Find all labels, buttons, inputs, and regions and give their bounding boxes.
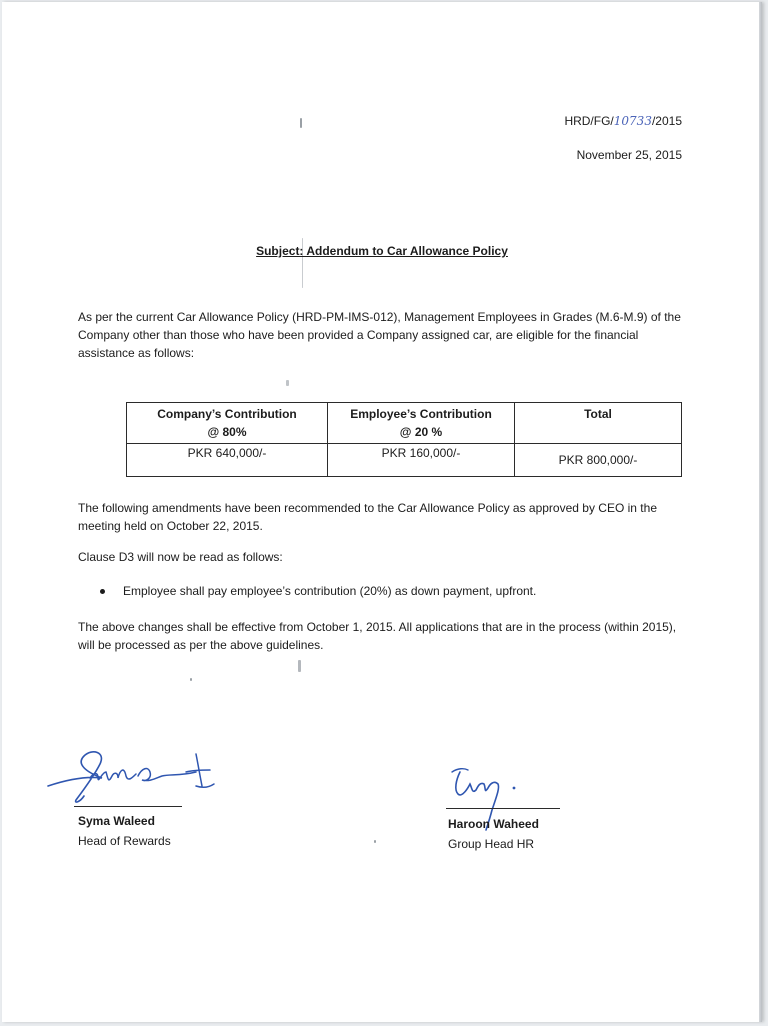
scan-edge <box>759 2 762 1022</box>
cell-company-amount: PKR 640,000/- <box>127 444 328 477</box>
contribution-table <box>126 402 682 477</box>
cell-total-amount: PKR 800,000/- <box>515 444 682 477</box>
effective-paragraph: The above changes shall be effective from October 1, 2015. All applications that are in the process (within 2015), will be processed as per the above guidelines. <box>78 620 677 652</box>
cell-employee-amount: PKR 160,000/- <box>328 444 515 477</box>
table-header-employee <box>328 403 515 444</box>
amendment-paragraph: The following amendments have been recommended to the Car Allowance Policy as approved by CEO in the meeting held on October 22, 2015. <box>78 501 657 533</box>
scan-speck <box>286 380 289 386</box>
scan-speck <box>298 660 301 672</box>
header-employee-line1: Employee’s Contribution <box>350 407 492 421</box>
signatory-title-right: Group Head HR <box>448 837 535 851</box>
table-header-total <box>515 403 682 444</box>
bullet-item <box>100 584 536 598</box>
subject-line: Subject: Addendum to Car Allowance Policy <box>256 244 508 258</box>
header-company-line2: @ 80% <box>207 425 247 439</box>
document-page <box>2 2 762 1022</box>
scan-speck <box>374 840 376 843</box>
header-employee-line2: @ 20 % <box>399 425 443 439</box>
bullet-text: Employee shall pay employee’s contribution (20%) as down payment, upfront. <box>123 584 537 598</box>
table-header-company <box>127 403 328 444</box>
scan-speck <box>190 678 192 681</box>
reference-handwritten-number: 10733 <box>613 114 652 128</box>
signature-line-left <box>74 806 182 807</box>
bullet-dot-icon <box>100 589 105 594</box>
signature-line-right <box>446 808 560 809</box>
reference-number <box>564 114 682 128</box>
signatory-title-left: Head of Rewards <box>78 834 171 848</box>
letter-date: November 25, 2015 <box>576 148 682 162</box>
clause-paragraph: Clause D3 will now be read as follows: <box>78 550 283 564</box>
header-company-line1: Company’s Contribution <box>157 407 297 421</box>
header-total-line1: Total <box>584 407 612 421</box>
table-row <box>127 444 682 477</box>
signature-syma-waleed <box>46 742 226 812</box>
signatory-name-left: Syma Waleed <box>78 814 155 828</box>
scan-speck <box>300 118 302 128</box>
reference-prefix: HRD/FG/ <box>564 114 614 128</box>
table-header-row <box>127 403 682 444</box>
signatory-name-right: Haroon Waheed <box>448 817 539 831</box>
reference-suffix: /2015 <box>651 114 682 128</box>
intro-paragraph: As per the current Car Allowance Policy (HRD-PM-IMS-012), Management Employees in Grades (M.6-M.9) of the Company other than those who have been provided a Company assigned car, are eligible for the financial assistance as follows: <box>78 310 681 360</box>
